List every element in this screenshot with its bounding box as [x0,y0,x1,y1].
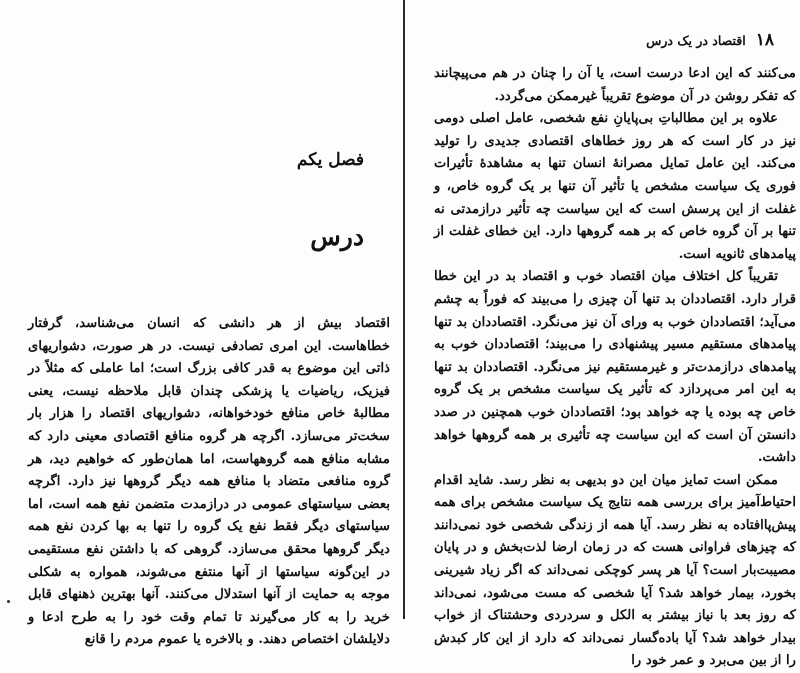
running-header-title: اقتصاد در یک درس [646,33,746,48]
paragraph: ممکن است تمایز میان این دو بدیهی به نظر رسد. شاید اقدام احتیاط‌آمیز برای بررسی همه نتایج یک سیاست مشخص برای همه پیش‌پاافتاده به نظر رسد. آیا همه از زندگی شخصی خود نمی‌دانند که چیزهای فراوانی هست که در زمان ارضا لذت‌بخش و در پایان مصیبت‌بار است؟ آیا هر پسر کوچکی نمی‌داند که اگر زیاد شیرینی بخورد، بیمار خواهد شد؟ آیا شخصی که مست می‌شود، نمی‌داند که روز بعد با نیاز بیشتر به الکل و سردردی وحشتناک از خواب بیدار خواهد شد؟ آیا باده‌گسار نمی‌داند که دارد از این کار کبدش را از بین می‌برد و عمر خود را [434,472,796,669]
chapter-heading: فصل یکم [296,150,364,170]
left-page [0,0,402,648]
page-edge-mark [7,600,10,603]
paragraph: می‌کنند که این ادعا درست است، یا آن را چنان در هم می‌پیچانند که تفکر روشن در آن موضوع تقریباً غیرممکن می‌گردد. [434,66,796,104]
paragraph: علاوه بر این مطالباتِ بی‌پایانِ نفع شخصی، عامل اصلی دومی نیز در کار است که هر روز خطاهای اقتصادی جدیدی را تولید می‌کند. این عامل تمایل مصرانهٔ انسان تنها به مشاهدهٔ تأثیرات فوری یک سیاست مشخص یا تأثیر آن تنها بر یک گروه خاص، و غفلت از این پرسش است که این سیاست چه تأثیر درازمدتی نه تنها بر آن گروه خاص که بر همه گروهها دارد. این خطای غفلت از پیامدهای ثانویه است. [434,111,796,262]
paragraph: اقتصاد بیش از هر دانشی که انسان می‌شناسد، گرفتار خطاهاست. این امری تصادفی نیست. در هر صورت، دشواریهای ذاتی این موضوع به قدر کافی بزرگ است؛ اما عاملی که مثلاً در فیزیک، ریاضیات یا پزشکی چندان قابل ملاحظه نیست، یعنی مطالبهٔ خاص منافع خودخواهانه، دشواریهای اقتصاد را هزار بار سخت‌تر می‌سازد. اگرچه هر گروه منافع اقتصادی معینی دارد که مشابه منافع همه گروههاست، اما همان‌طور که خواهیم دید، هر گروه منافعی متضاد با منافع همه دیگر گروهها نیز دارد. اگرچه بعضی سیاستهای عمومی در درازمدت متضمن نفع همه است، اما سیاستهای دیگر فقط نفع یک گروه را تنها به بها کردن نفع همه دیگر گروهها محقق می‌سازد. گروهی که با داشتن نفع مستقیمی در این‌گونه سیاستها از آنها منتفع می‌شوند، همواره به شکلی موجه به حمایت از آنها استدلال می‌کنند. آنها بهترین ذهنهای قابل خرید را به کار می‌گیرند تا تمام وقت خود را به طرح ادعا و دلایلشان اختصاص دهند. و بالاخره یا عموم مردم را قانع [28,316,390,648]
right-page [406,0,800,669]
left-page-body [28,313,390,652]
running-header [646,30,774,50]
page-number: ۱۸ [755,30,774,50]
paragraph: تقریباً کل اختلاف میان اقتصاد خوب و اقتصاد بد در این خطا قرار دارد. اقتصاددان بد تنها آن چیزی را می‌بیند که فوراً به چشم می‌آید؛ اقتصاددان خوب به ورای آن نیز می‌نگرد. اقتصاددان بد تنها پیامدهای مستقیم مسیر پیشنهادی را می‌بیند؛ اقتصاددان خوب به پیامدهای درازمدت‌تر و غیرمستقیم نیز می‌نگرد. اقتصاددان بد تنها به این امر می‌پردازد که تأثیر یک سیاست مشخص بر یک گروه خاص چه بوده یا چه خواهد بود؛ اقتصاددان خوب همچنین در صدد دانستن آن است که این سیاست چه تأثیری بر همه گروهها خواهد داشت. [434,269,796,466]
right-page-body [434,63,796,673]
book-gutter [403,0,405,619]
lesson-heading: درس [310,222,364,251]
